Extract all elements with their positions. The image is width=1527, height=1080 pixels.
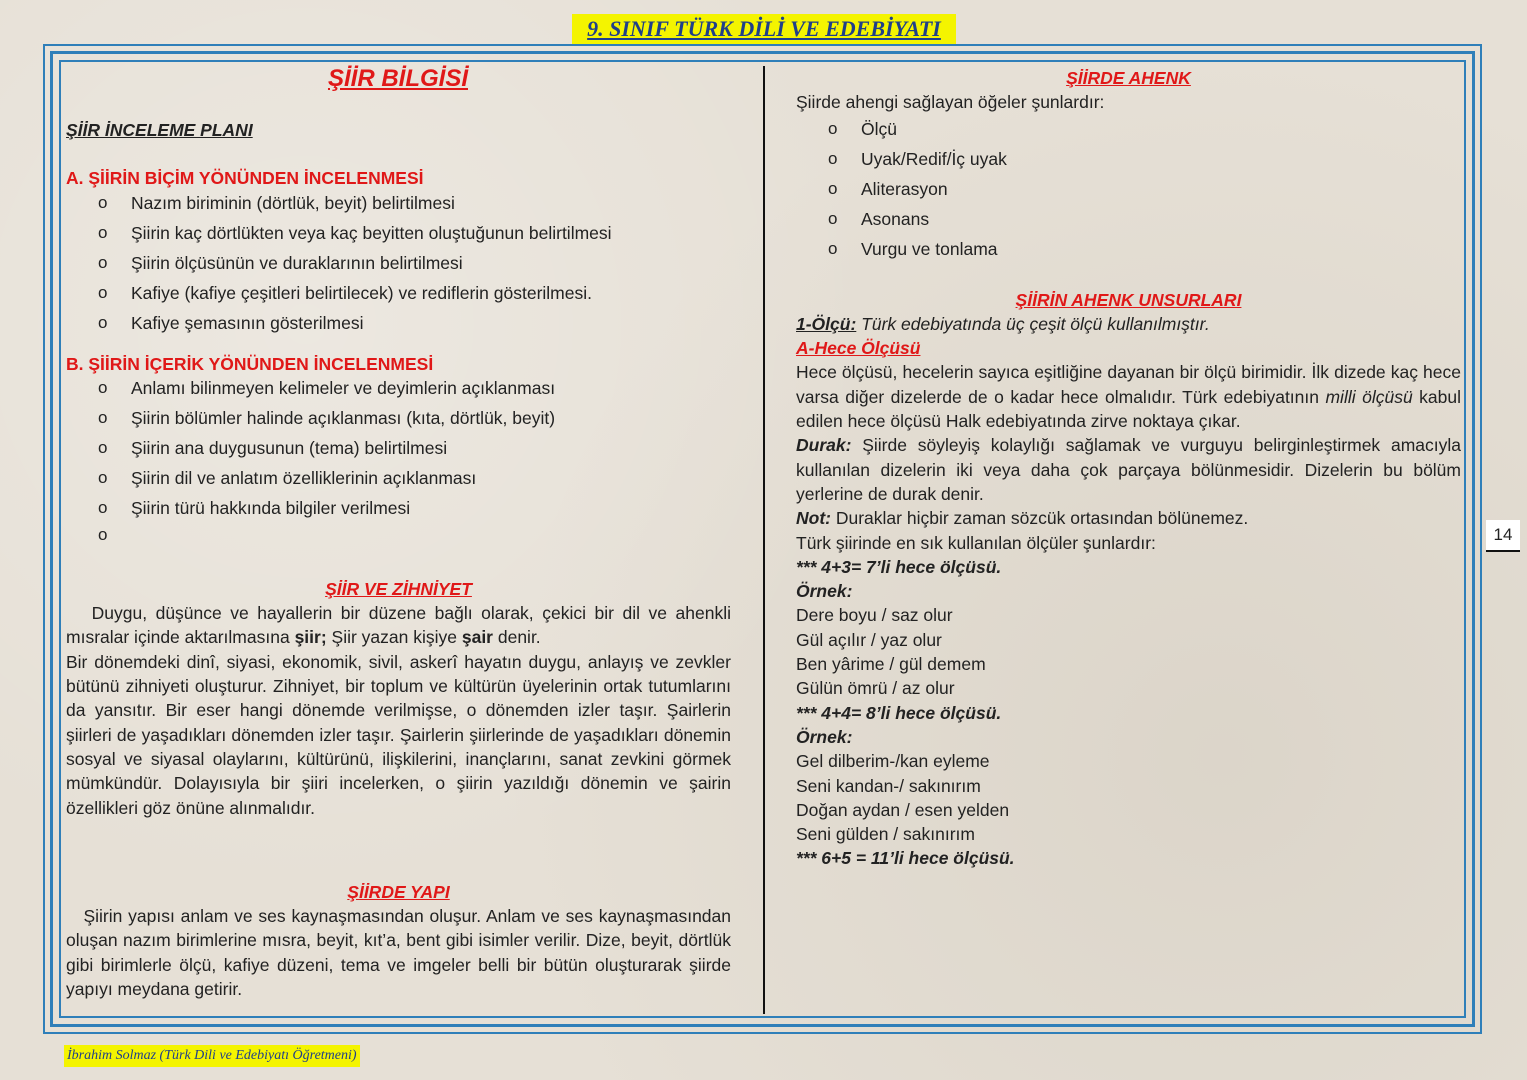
olculer-intro: Türk şiirinde en sık kullanılan ölçüler şunlardır: bbox=[796, 532, 1156, 553]
list-item: o Şiirin dil ve anlatım özelliklerinin açıklanması bbox=[66, 463, 731, 493]
bold-term: şair bbox=[461, 627, 493, 648]
list-item: o Nazım biriminin (dörtlük, beyit) belirtilmesi bbox=[66, 188, 731, 218]
text-span: Şiirde söyleyiş kolaylığı sağlamak ve vurguyu belirginleştirmek amacıyla kullanılan dizelerin iki veya daha çok parçaya bölünmesidir. Dizelerin bu bölüm yerlerine de durak denir. bbox=[796, 435, 1461, 504]
poem-line: Doğan aydan / esen yelden bbox=[796, 799, 1010, 820]
column-divider bbox=[763, 66, 765, 1014]
document-title: 9. SINIF TÜRK DİLİ VE EDEBİYATI bbox=[572, 14, 956, 44]
list-item: o Kafiye şemasının gösterilmesi bbox=[66, 308, 731, 338]
not-label: Not: bbox=[796, 508, 831, 529]
list-item: o Asonans bbox=[796, 204, 1461, 234]
poem-line: Gel dilberim-/kan eyleme bbox=[796, 751, 990, 772]
poem-line: Seni gülden / sakınırım bbox=[796, 824, 975, 845]
list-item: o Şiirin ana duygusunun (tema) belirtilmesi bbox=[66, 433, 731, 463]
bold-term: şiir; bbox=[294, 627, 327, 648]
section-a-list bbox=[66, 188, 731, 338]
olcu-11: *** 6+5 = 11’li hece ölçüsü. bbox=[796, 848, 1015, 869]
zihniyet-heading: ŞİİR VE ZİHNİYET bbox=[325, 578, 472, 599]
zihniyet-paragraph-2: Bir dönemdeki dinî, siyasi, ekonomik, sivil, askerî hayatın duygu, anlayış ve zevkler bütünü zihniyeti oluşturur. Zihniyet, bir toplum ve kültürün üyelerinin ortak tutumlarını da yansıtır. Bir eser hangi dönemde verilmişse, o dönemden izler taşır. Şairlerin şiirleri de yaşadıkları dönemden izler taşır. Şairlerin şiirlerinde de yaşadıkları dönemin sosyal ve siyasal olaylarını, kültürünü, ilişkilerini, inançlarını, sanat zevkini görmek mümkündür. Dolayısıyla bir şiiri incelerken, o şiirin yazıldığı dönemin ve şairin özellikleri göz önüne alınmalıdır. bbox=[66, 651, 731, 818]
ahenk-intro: Şiirde ahengi sağlayan öğeler şunlardır: bbox=[796, 92, 1105, 113]
text-span: Şiir yazan kişiye bbox=[326, 627, 462, 648]
ahenk-heading: ŞİİRDE AHENK bbox=[1066, 68, 1191, 88]
right-column bbox=[796, 62, 1461, 871]
olcu-7: *** 4+3= 7’li hece ölçüsü. bbox=[796, 556, 1002, 577]
text-span: Hece ölçüsü, hecelerin sayıca eşitliğine dayanan bir ölçü birimidir. İlk dizede kaç hece varsa diğer dizelerde de o kadar hece olmalıdır. Türk edebiyatının bbox=[796, 362, 1461, 407]
italic-term: milli ölçüsü bbox=[1325, 386, 1413, 407]
list-item: o Şiirin kaç dörtlükten veya kaç beyitten oluştuğunun belirtilmesi bbox=[66, 218, 731, 248]
list-item: o Uyak/Redif/İç uyak bbox=[796, 144, 1461, 174]
list-item: o Şiirin türü hakkında bilgiler verilmesi bbox=[66, 493, 731, 523]
text-span: Türk edebiyatında üç çeşit ölçü kullanılmıştır. bbox=[856, 313, 1210, 334]
list-item bbox=[66, 523, 731, 547]
list-item: o Vurgu ve tonlama bbox=[796, 234, 1461, 264]
section-b-list bbox=[66, 373, 731, 547]
text-span: kabul edilen hece ölçüsü Halk edebiyatında zirve noktaya çıkar. bbox=[796, 386, 1462, 432]
unsurlar-heading: ŞİİRİN AHENK UNSURLARI bbox=[1015, 289, 1242, 310]
list-item: o Ölçü bbox=[796, 114, 1461, 144]
durak-label: Durak: bbox=[796, 435, 852, 456]
not-line bbox=[796, 506, 1461, 530]
poem-line: Gül açılır / yaz olur bbox=[796, 629, 942, 650]
ahenk-list bbox=[796, 114, 1461, 264]
ornek-label-1: Örnek: bbox=[796, 581, 853, 602]
hece-paragraph bbox=[796, 360, 1461, 433]
poem-line: Seni kandan-/ sakınırım bbox=[796, 775, 981, 796]
olcu-8: *** 4+4= 8’li hece ölçüsü. bbox=[796, 702, 1002, 723]
yapi-heading: ŞİİRDE YAPI bbox=[347, 881, 450, 902]
list-item: o Şiirin ölçüsünün ve duraklarının belirtilmesi bbox=[66, 248, 731, 278]
poetry-title: ŞİİR BİLGİSİ bbox=[327, 65, 468, 92]
zihniyet-paragraph-1 bbox=[66, 601, 736, 650]
page-number: 14 bbox=[1486, 520, 1520, 552]
title-row bbox=[66, 62, 731, 96]
left-column bbox=[66, 62, 736, 1001]
section-b-heading: B. ŞİİRİN İÇERİK YÖNÜNDEN İNCELENMESİ bbox=[66, 353, 434, 374]
poem-line: Ben yârime / gül demem bbox=[796, 654, 986, 675]
durak-paragraph bbox=[796, 433, 1461, 506]
text-span: Duraklar hiçbir zaman sözcük ortasından bölünemez. bbox=[830, 508, 1249, 529]
list-item: o Aliterasyon bbox=[796, 174, 1461, 204]
plan-heading: ŞİİR İNCELEME PLANI bbox=[66, 120, 253, 140]
section-a-heading: A. ŞİİRİN BİÇİM YÖNÜNDEN İNCELENMESİ bbox=[66, 168, 424, 189]
list-item: o Kafiye (kafiye çeşitleri belirtilecek) ve rediflerin gösterilmesi. bbox=[66, 278, 731, 308]
olcu-line bbox=[796, 312, 1461, 336]
olcu-label: 1-Ölçü: bbox=[796, 313, 857, 334]
ornek-label-2: Örnek: bbox=[796, 726, 853, 747]
poem-line: Dere boyu / saz olur bbox=[796, 605, 953, 626]
author-footer: İbrahim Solmaz (Türk Dili ve Edebiyatı Öğretmeni) bbox=[64, 1045, 360, 1067]
list-item: o Şiirin bölümler halinde açıklanması (kıta, dörtlük, beyit) bbox=[66, 403, 731, 433]
hece-heading: A-Hece Ölçüsü bbox=[796, 338, 921, 359]
poem-line: Gülün ömrü / az olur bbox=[796, 678, 955, 699]
text-span: denir. bbox=[493, 627, 541, 648]
yapi-paragraph: Şiirin yapısı anlam ve ses kaynaşmasından oluşur. Anlam ve ses kaynaşmasından oluşan nazım birimlerine mısra, beyit, kıt’a, bent gibi isimler verilir. Dize, beyit, dörtlük gibi birimlerle ölçü, kafiye düzeni, tema ve imgeler belli bir bütün oluşturarak şiirde yapıyı meydana getirir. bbox=[66, 906, 736, 1000]
list-item: o Anlamı bilinmeyen kelimeler ve deyimlerin açıklanması bbox=[66, 373, 731, 403]
text-span: Duygu, düşünce ve hayallerin bir düzene bağlı olarak, çekici bir dil ve ahenkli mısralar içinde aktarılmasına bbox=[66, 603, 736, 648]
